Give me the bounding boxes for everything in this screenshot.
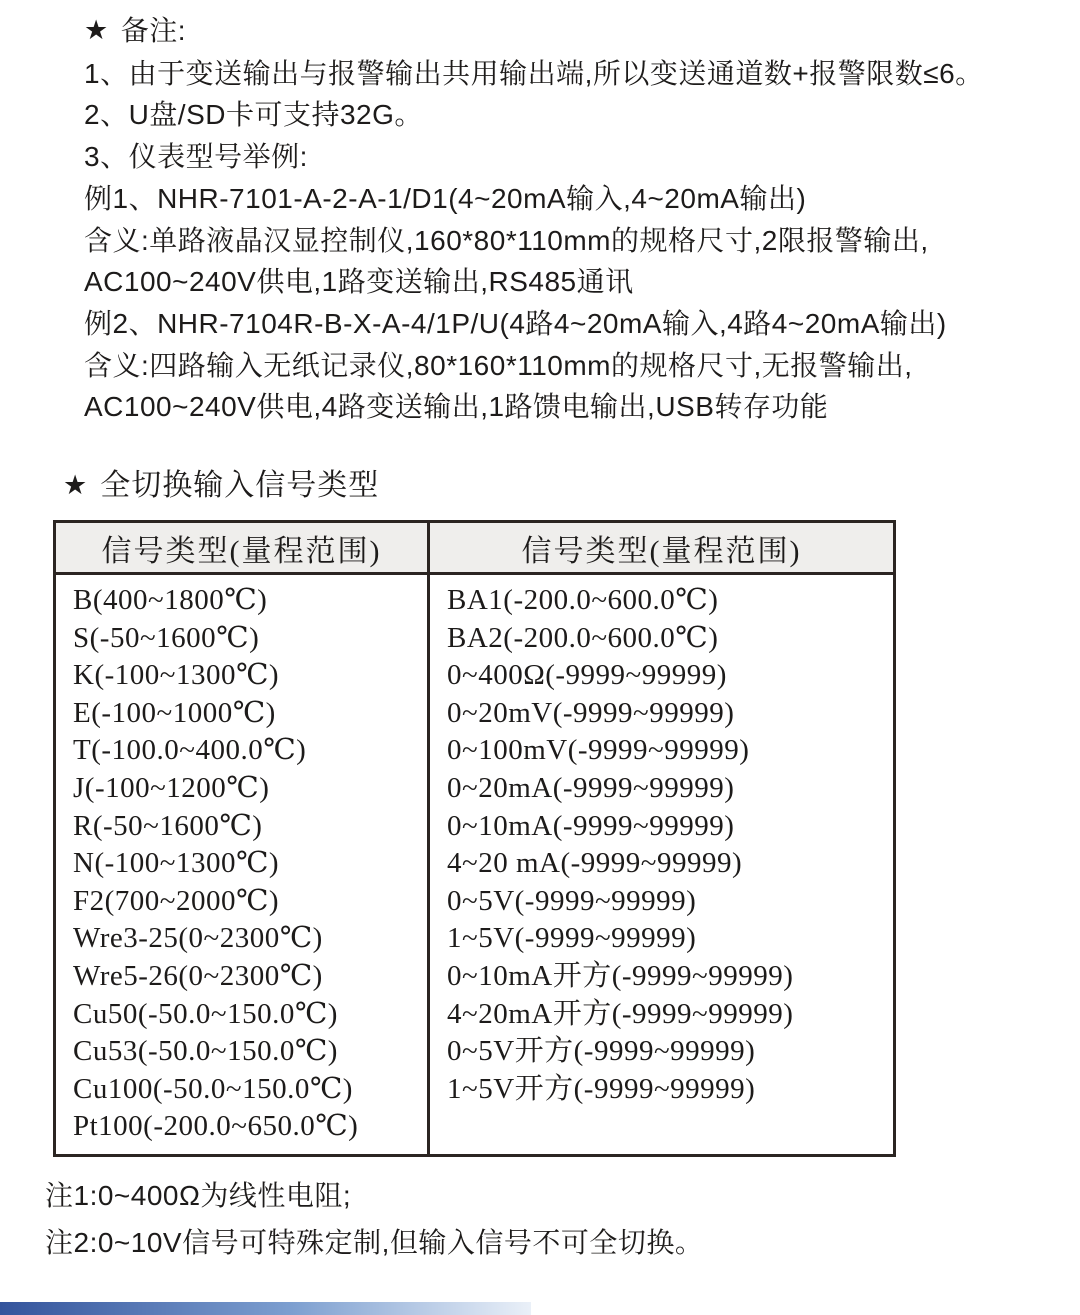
note-line: 2、U盘/SD卡可支持32G。 (84, 99, 423, 131)
table-row: 0~20mA(-9999~99999) (447, 771, 735, 804)
note-line: 例2、NHR-7104R-B-X-A-4/1P/U(4路4~20mA输入,4路4~20mA输出) (84, 307, 947, 339)
footnote: 注2:0~10V信号可特殊定制,但输入信号不可全切换。 (45, 1227, 704, 1258)
table-header-left: 信号类型(量程范围) (55, 522, 429, 574)
table-header-right: 信号类型(量程范围) (429, 522, 895, 574)
table-row: T(-100.0~400.0℃) (73, 734, 307, 767)
table-row: 0~20mV(-9999~99999) (447, 696, 735, 729)
table-row: S(-50~1600℃) (73, 621, 260, 654)
table-row: BA1(-200.0~600.0℃) (447, 584, 719, 616)
table-row: 0~10mA(-9999~99999) (447, 809, 735, 842)
table-row: Wre3-25(0~2300℃) (73, 922, 323, 955)
signal-section-title: 全切换输入信号类型 (100, 469, 380, 502)
signal-type-table (53, 520, 896, 1157)
table-row: B(400~1800℃) (73, 584, 268, 616)
notes-heading (84, 10, 1034, 53)
table-row: Cu50(-50.0~150.0℃) (73, 997, 338, 1030)
table-row: Pt100(-200.0~650.0℃) (73, 1110, 359, 1143)
table-row: Cu53(-50.0~150.0℃) (73, 1035, 338, 1068)
table-row: 4~20 mA(-9999~99999) (447, 847, 743, 880)
table-row: Wre5-26(0~2300℃) (73, 959, 323, 992)
footnotes-section (45, 1172, 703, 1266)
star-icon: ★ (84, 15, 109, 45)
footnote: 注1:0~400Ω为线性电阻; (45, 1180, 352, 1211)
notes-section (84, 10, 1034, 428)
note-line: 含义:四路输入无纸记录仪,80*160*110mm的规格尺寸,无报警输出, (84, 349, 913, 381)
table-row: BA2(-200.0~600.0℃) (447, 621, 719, 654)
table-row: 4~20mA开方(-9999~99999) (447, 997, 794, 1030)
table-row: R(-50~1600℃) (73, 809, 263, 842)
star-icon: ★ (63, 470, 89, 500)
table-row: Cu100(-50.0~150.0℃) (73, 1072, 353, 1105)
table-row: 0~5V开方(-9999~99999) (447, 1035, 756, 1068)
table-row: 0~100mV(-9999~99999) (447, 734, 750, 767)
note-line: 1、由于变送输出与报警输出共用输出端,所以变送通道数+报警限数≤6。 (84, 57, 984, 89)
table-header-row (55, 522, 895, 574)
footer-accent-bar (0, 1302, 531, 1315)
table-row: 1~5V开方(-9999~99999) (447, 1072, 756, 1105)
table-row: E(-100~1000℃) (73, 696, 276, 729)
notes-lines (84, 53, 1034, 428)
table-body-row (55, 574, 895, 1156)
signal-section-heading (63, 460, 379, 504)
table-row: N(-100~1300℃) (73, 847, 280, 880)
note-line: 3、仪表型号举例: (84, 141, 308, 173)
table-row: K(-100~1300℃) (73, 659, 280, 692)
right-rows (447, 582, 889, 1108)
table-row: 0~10mA开方(-9999~99999) (447, 959, 794, 992)
note-line: 含义:单路液晶汉显控制仪,160*80*110mm的规格尺寸,2限报警输出, (84, 224, 929, 256)
table-row: F2(700~2000℃) (73, 884, 280, 917)
notes-title: 备注: (120, 15, 186, 46)
table-row: 0~400Ω(-9999~99999) (447, 659, 727, 692)
table-row: J(-100~1200℃) (73, 771, 270, 804)
table-cell-left (55, 574, 429, 1156)
left-rows (73, 582, 423, 1146)
table-row: 1~5V(-9999~99999) (447, 922, 697, 955)
note-line: AC100~240V供电,1路变送输出,RS485通讯 (84, 266, 634, 298)
table-cell-right (429, 574, 895, 1156)
note-line: 例1、NHR-7101-A-2-A-1/D1(4~20mA输入,4~20mA输出) (84, 182, 807, 214)
note-line: AC100~240V供电,4路变送输出,1路馈电输出,USB转存功能 (84, 391, 829, 423)
table-row: 0~5V(-9999~99999) (447, 884, 697, 917)
